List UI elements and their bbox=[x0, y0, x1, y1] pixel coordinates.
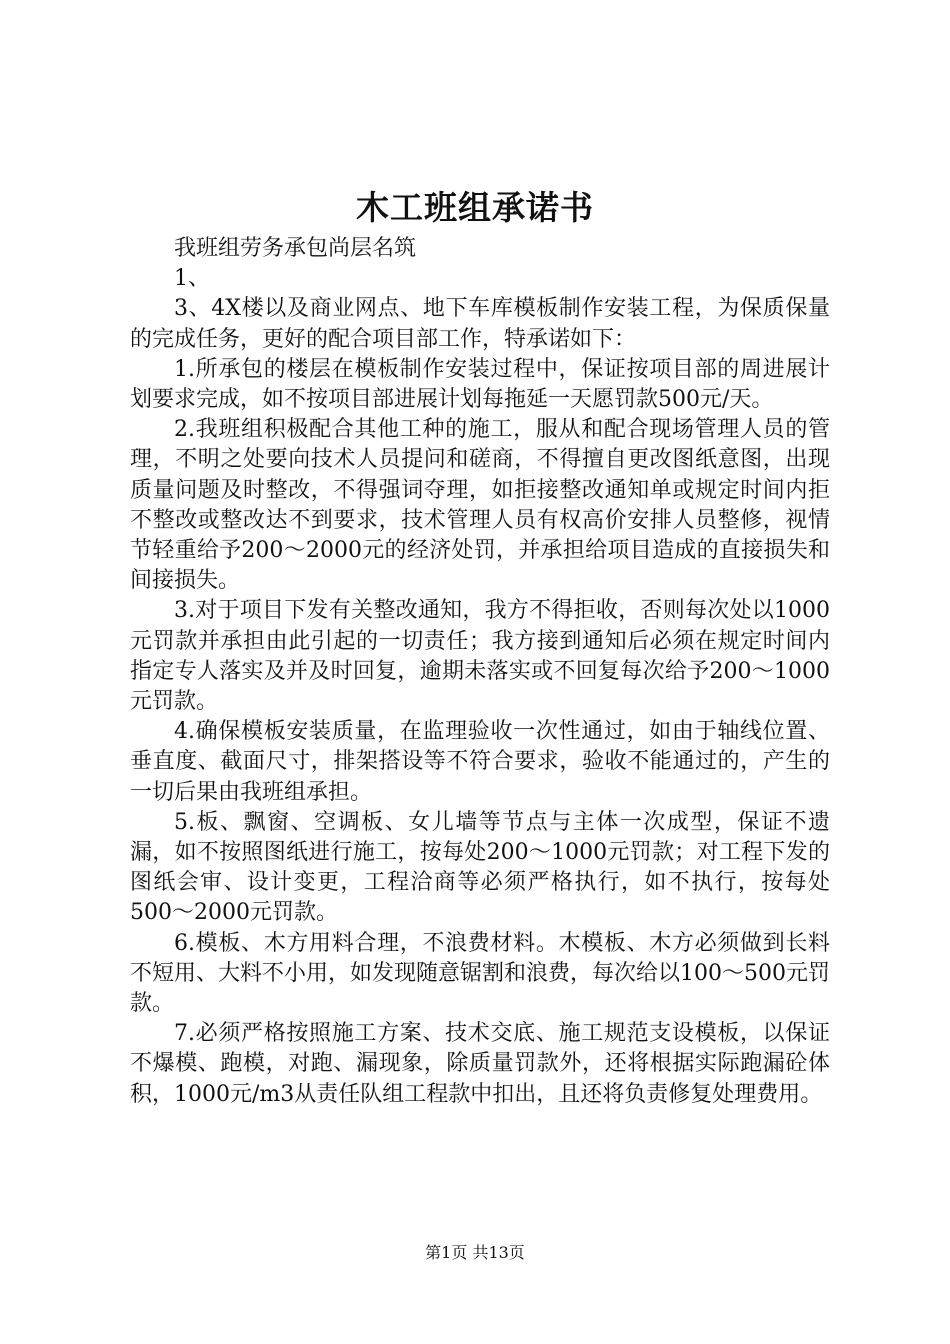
paragraph-item-7: 7.必须严格按照施工方案、技术交底、施工规范支设模板，以保证不爆模、跑模，对跑、漏现象，除质量罚款外，还将根据实际跑漏砼体积，1000元/m3从责任队组工程款中扣出，且还将负责修复处理费用。 bbox=[130, 1021, 830, 1107]
paragraph-scope: 3、4X楼以及商业网点、地下车库模板制作安装工程，为保质保量的完成任务，更好的配合项目部工作，特承诺如下： bbox=[130, 296, 830, 352]
paragraph-item-1: 1.所承包的楼层在模板制作安装过程中，保证按项目部的周进展计划要求完成，如不按项目部进展计划每拖延一天愿罚款500元/天。 bbox=[130, 356, 830, 413]
paragraph-item-5: 5.板、飘窗、空调板、女儿墙等节点与主体一次成型，保证不遗漏，如不按照图纸进行施工，按每处200～1000元罚款；对工程下发的图纸会审、设计变更，工程洽商等必须严格执行，如不执行，按每处500～2000元罚款。 bbox=[130, 809, 830, 926]
document-body bbox=[130, 234, 830, 1110]
paragraph-item-2: 2.我班组积极配合其他工种的施工，服从和配合现场管理人员的管理，不明之处要向技术人员提问和磋商，不得擅自更改图纸意图，出现质量问题及时整改，不得强词夺理，如拒接整改通知单或规定时间内拒不整改或整改达不到要求，技术管理人员有权高价安排人员整修，视情节轻重给予200～2000元的经济处罚，并承担给项目造成的直接损失和间接损失。 bbox=[130, 417, 830, 594]
paragraph-item-3: 3.对于项目下发有关整改通知，我方不得拒收，否则每次处以1000元罚款并承担由此引起的一切责任；我方接到通知后必须在规定时间内指定专人落实及并及时回复，逾期未落实或不回复每次给予200～1000元罚款。 bbox=[130, 598, 830, 715]
page-footer: 第1页 共13页 bbox=[425, 1243, 525, 1262]
paragraph-intro: 我班组劳务承包尚层名筑 bbox=[174, 236, 417, 261]
paragraph-intro-number: 1、 bbox=[174, 266, 210, 292]
document-title: 木工班组承诺书 bbox=[356, 188, 594, 227]
paragraph-item-6: 6.模板、木方用料合理，不浪费材料。木模板、木方必须做到长料不短用、大料不小用，如发现随意锯割和浪费，每次给以100～500元罚款。 bbox=[130, 930, 830, 1017]
paragraph-item-4: 4.确保模板安装质量，在监理验收一次性通过，如由于轴线位置、垂直度、截面尺寸，排架搭设等不符合要求，验收不能通过的，产生的一切后果由我班组承担。 bbox=[130, 719, 830, 805]
